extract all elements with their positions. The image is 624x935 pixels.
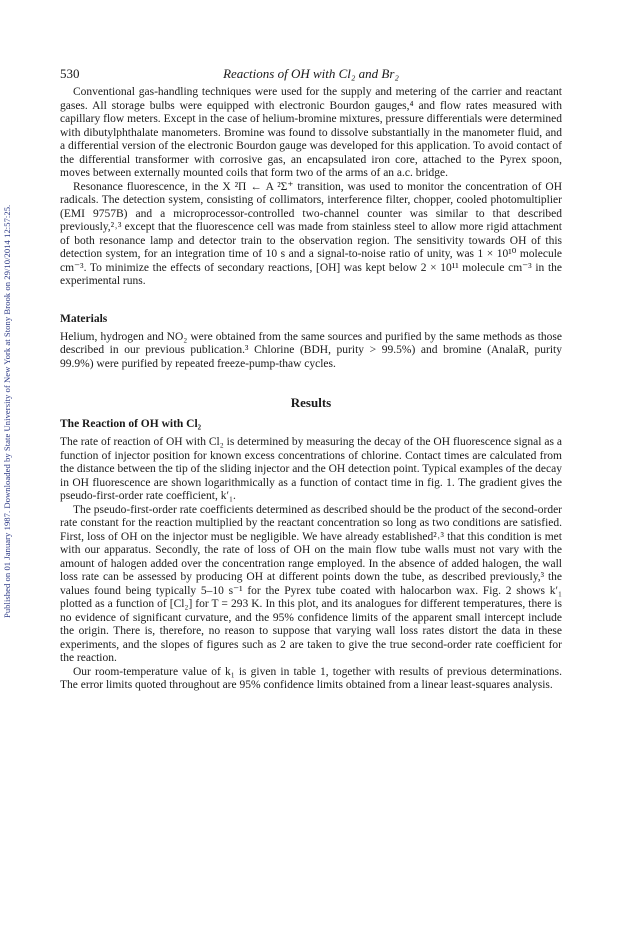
- paragraph-resonance-fluorescence: Resonance fluorescence, in the X ²Π ← A ²Σ⁺ transition, was used to monitor the concentration of OH radicals. The detection system, consisting of collimators, interference filter, chopper, cooled photomultiplier (EMI 9757B) and a microprocessor-controlled two-channel counter was similar to that described previously,²˒³ except that the fluorescence cell was made from stainless steel to allow more rigid attachment of both resonance lamp and detector train to the observation region. The sensitivity towards OH of this detection system, for an integration time of 10 s and a signal-to-noise ratio of unity, was 1 × 10¹⁰ molecule cm⁻³. To minimize the effects of secondary reactions, [OH] was kept below 2 × 10¹¹ molecule cm⁻³ in the experimental runs.: [60, 180, 562, 287]
- results-heading: Results: [290, 395, 332, 410]
- reaction-subheading: The Reaction of OH with Cl₂: [60, 418, 202, 430]
- paragraph-materials: Helium, hydrogen and NO₂ were obtained from the same sources and purified by the same methods as those described in our previous publication.³ Chlorine (BDH, purity > 99.5%) and bromine (AnalaR, purity 99.9%) were purified by repeated freeze-pump-thaw cycles.: [60, 330, 562, 370]
- paragraph-gas-handling: Conventional gas-handling techniques were used for the supply and metering of the carrier and reactant gases. All storage bulbs were equipped with electronic Bourdon gauges,⁴ and flow rates measured with capillary flow meters. Except in the case of helium-bromine mixtures, pressure differentials were determined with dibutylphthalate manometers. Bromine was found to dissolve substantially in the manometer fluid, and a differential version of the electronic Bourdon gauge was developed for this application. To avoid contact of the differential transformer with corrosive gas, an encapsulated iron core, attached to the Pyrex spoon, moves between externally mounted coils that form two of the arms of an a.c. bridge.: [60, 86, 562, 179]
- paragraph-rate-method: The rate of reaction of OH with Cl₂ is determined by measuring the decay of the OH fluorescence signal as a function of injector position for known excess concentrations of chlorine. Contact times are calculated from the distance between the tip of the sliding injector and the OH detection point. Typical examples of the decay in OH fluorescence are shown logarithmically as a function of contact time in fig. 1. The gradient gives the pseudo-first-order rate coefficient, k′₁.: [60, 436, 562, 502]
- download-watermark-text: Published on 01 January 1987. Downloaded by State University of New York at Stony Brook on 29/10/2014 12:57:25.: [2, 204, 12, 618]
- page-body: [60, 66, 562, 693]
- running-header: [60, 66, 562, 86]
- page-number: 530: [60, 66, 80, 81]
- materials-heading: Materials: [60, 312, 108, 325]
- paragraph-pseudo-first-order: The pseudo-first-order rate coefficients determined as described should be the product of the second-order rate constant for the reaction multiplied by the reactant concentration so long as two conditions are satisfied. First, loss of OH on the injector must be negligible. We have already established²˒³ that this condition is met with our apparatus. Secondly, the rate of loss of OH on the main flow tube walls must not vary with the amount of halogen added over the concentration range employed. In the absence of added halogen, the wall loss rate can be assessed by producing OH at different points down the tube, as described previously,³ the values found being typically 5–10 s⁻¹ for the Pyrex tube coated with halocarbon wax. Fig. 2 shows k′₁ plotted as a function of [Cl₂] for T = 293 K. In this plot, and its analogues for different temperatures, there is no evidence of significant curvature, and the 95% confidence limits of the apparent small intercept include the origin. There is, therefore, no reason to suppose that varying wall loss rates distort the data in these experiments, and the slopes of figures such as 2 are taken to give the true second-order rate coefficient for the reaction.: [60, 503, 562, 664]
- running-title: Reactions of OH with Cl₂ and Br₂: [223, 66, 399, 81]
- paragraph-room-temperature: Our room-temperature value of k₁ is given in table 1, together with results of previous determinations. The error limits quoted throughout are 95% confidence limits obtained from a linear least-squares analysis.: [60, 665, 562, 691]
- download-watermark: [2, 58, 16, 618]
